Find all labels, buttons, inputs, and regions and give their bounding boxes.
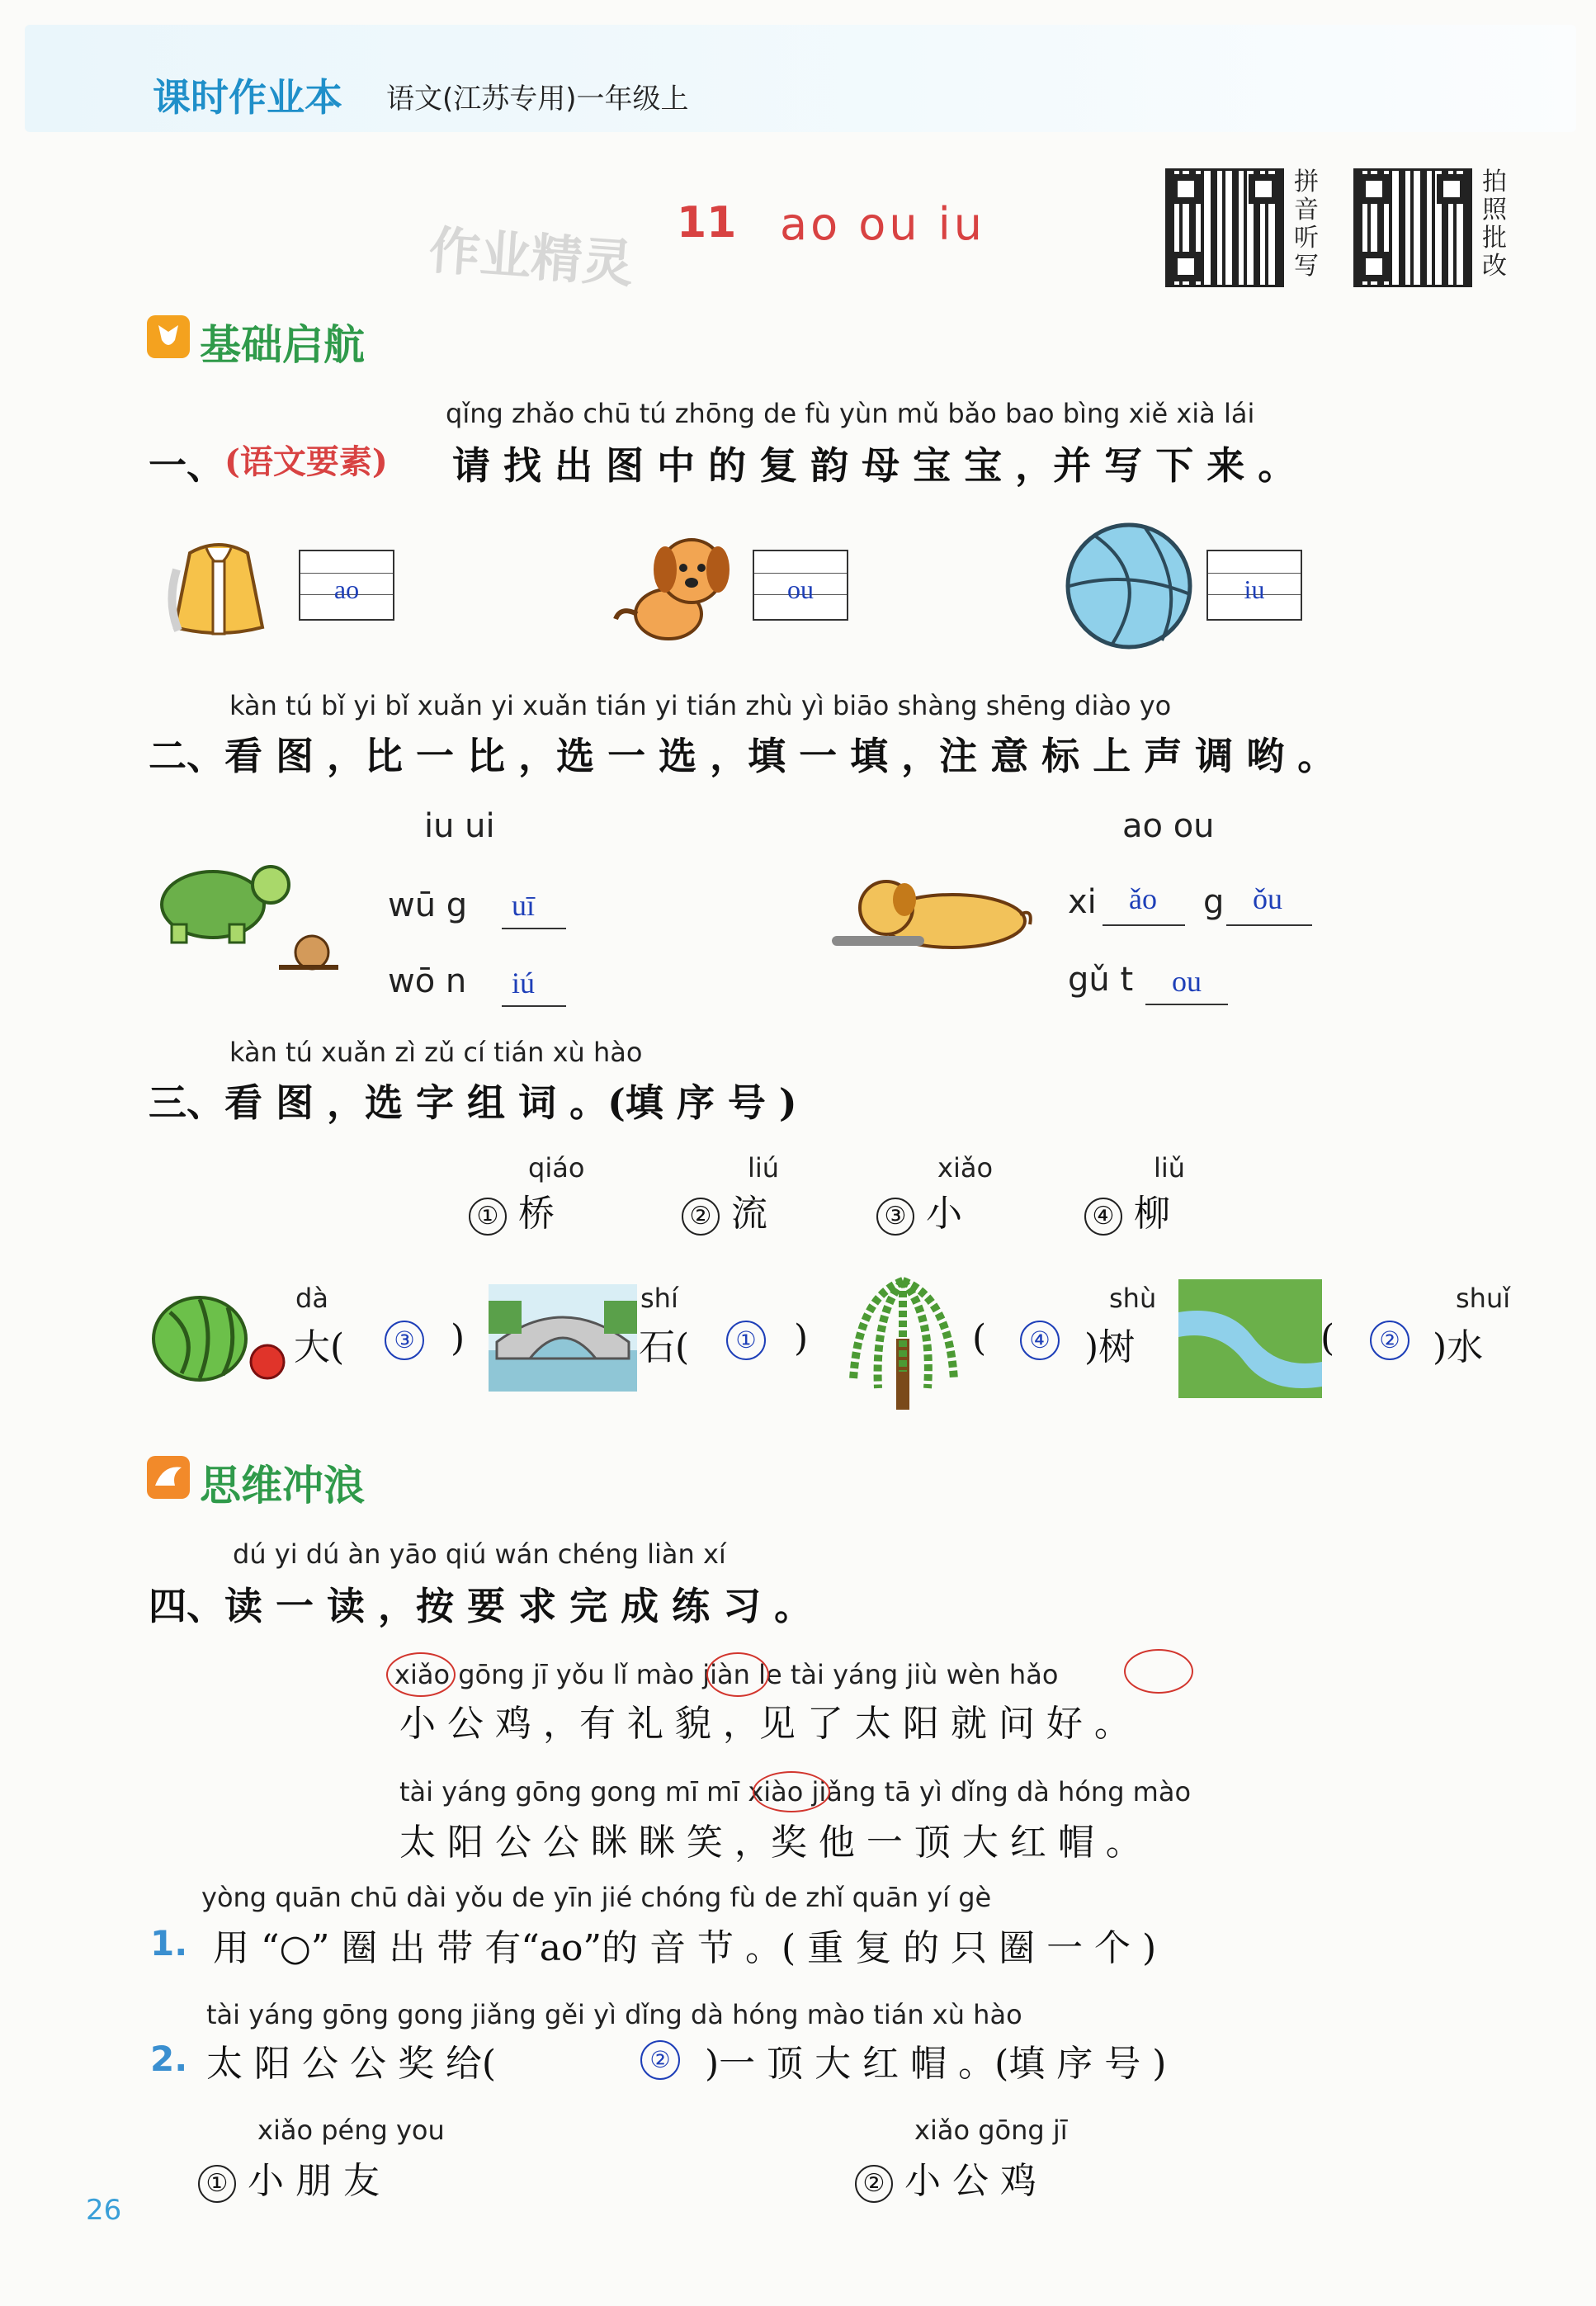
q4-s2-pinyin: tài yáng gōng gong jiǎng gěi yì dǐng dà hóng mào tián xù hào: [206, 1999, 1022, 2030]
q4-opt1-pinyin: xiǎo péng you: [257, 2115, 445, 2146]
q3-text: 三、看 图 ，选 字 组 词 。(填 序 号 ): [149, 1080, 797, 1125]
q3-opt4: ④ 柳: [1084, 1184, 1170, 1236]
q3-b1-py: dà: [295, 1283, 328, 1314]
q3-b4-answer[interactable]: ②: [1370, 1321, 1409, 1360]
q4-opt1: ① 小 朋 友: [198, 2151, 380, 2204]
q2-w4-pre: gǔ t: [1068, 961, 1134, 999]
ball-icon: [1063, 520, 1195, 652]
q2-w2-answer: iú: [512, 966, 536, 999]
q4-s2-pre: 太 阳 公 公 奖 给(: [206, 2043, 497, 2085]
q3-b2-post: ): [794, 1317, 809, 1359]
answer-box-coat[interactable]: ao: [299, 550, 394, 621]
q3-b4-pre: (: [1320, 1317, 1335, 1359]
page-number: 26: [86, 2194, 122, 2227]
q3-opt3: ③ 小: [876, 1184, 962, 1236]
q4-p1-text: 小 公 鸡 ，有 礼 貌 ，见 了 太 阳 就 问 好 。: [399, 1703, 1131, 1745]
q2-left-options: iu ui: [424, 807, 495, 845]
coat-icon: [165, 528, 272, 644]
q3-opt1-py: qiáo: [528, 1152, 585, 1184]
q2-w4-blank[interactable]: [1145, 1004, 1228, 1005]
qr-code-dictation[interactable]: [1165, 168, 1284, 287]
circle-xiao: [386, 1652, 456, 1697]
q3-b2-py: shí: [640, 1283, 678, 1314]
q1-num: 一、: [149, 443, 224, 488]
q4-s1-text: 用 “○” 圈 出 带 有“ao”的 音 节 。( 重 复 的 只 圈 一 个 ): [213, 1927, 1157, 1969]
q2-w2-blank[interactable]: [502, 1005, 566, 1007]
q4-s1-pinyin: yòng quān chū dài yǒu de yīn jié chóng fù de zhǐ quān yí gè: [201, 1882, 992, 1913]
q1-pinyin: qǐng zhǎo chū tú zhōng de fù yùn mǔ bǎo bao bìng xiě xià lái: [446, 398, 1255, 429]
qr-code-photo-grading[interactable]: [1353, 168, 1472, 287]
q4-p2-pinyin: tài yáng gōng gong mī mī xiào jiǎng tā yì dǐng dà hóng mào: [399, 1776, 1192, 1807]
stone-bridge-icon: [489, 1284, 637, 1392]
section1-icon: [147, 315, 190, 358]
q3-b4-py: shuǐ: [1456, 1283, 1511, 1314]
q2-text: 二、看 图 ，比 一 比 ，选 一 选 ，填 一 填 ，注 意 标 上 声 调 哟 。: [149, 734, 1336, 778]
qr-caption-left: 拼 音 听 写: [1294, 168, 1319, 281]
lesson-title: ao ou iu: [780, 198, 985, 250]
circle-xiao-2: [753, 1771, 830, 1812]
q2-w2-pre: wō n: [388, 962, 467, 1000]
q4-s2-num: 2.: [150, 2039, 188, 2079]
watermelon-icon: [149, 1288, 289, 1387]
stream-icon: [1178, 1279, 1322, 1398]
q2-w3-mid: g: [1203, 883, 1225, 921]
q4-p2-text: 太 阳 公 公 眯 眯 笑 ，奖 他 一 顶 大 红 帽 。: [399, 1822, 1142, 1864]
q3-pinyin: kàn tú xuǎn zì zǔ cí tián xù hào: [229, 1037, 643, 1068]
q3-opt1: ① 桥: [469, 1184, 555, 1236]
q3-b1-post: ): [451, 1317, 465, 1359]
q2-right-options: ao ou: [1122, 807, 1215, 845]
q2-w1-answer: uī: [512, 889, 536, 922]
q3-b3-py: shù: [1109, 1283, 1157, 1314]
turtle-snail-icon: [147, 842, 353, 974]
header-brand: 课时作业本: [153, 75, 342, 120]
q3-b4-post: )水: [1433, 1326, 1484, 1368]
answer-box-ball[interactable]: iu: [1206, 550, 1302, 621]
watermark: 作业精灵: [427, 220, 635, 295]
q3-opt3-py: xiǎo: [937, 1152, 994, 1184]
q3-b1-pre: 大(: [294, 1326, 345, 1368]
q3-b1-answer[interactable]: ③: [385, 1321, 424, 1360]
q2-w3-answer: ǎo: [1129, 882, 1157, 915]
q2-w1-blank[interactable]: [502, 928, 566, 929]
q3-b3-answer[interactable]: ④: [1020, 1321, 1060, 1360]
q4-s1-num: 1.: [150, 1923, 188, 1963]
q2-w4-answer: ou: [1172, 965, 1202, 998]
q3-b2-answer[interactable]: ①: [726, 1321, 766, 1360]
q2-w3-pre: xi: [1068, 883, 1097, 921]
q4-pinyin: dú yi dú àn yāo qiú wán chéng liàn xí: [233, 1538, 726, 1570]
answer-box-dog[interactable]: ou: [753, 550, 848, 621]
q4-opt2: ② 小 公 鸡: [855, 2151, 1036, 2204]
section2-icon: [147, 1456, 190, 1499]
q3-b3-post: )树: [1084, 1326, 1136, 1368]
q3-opt4-py: liǔ: [1154, 1152, 1186, 1184]
q1-tag: (语文要素): [224, 442, 388, 481]
q2-pinyin: kàn tú bǐ yi bǐ xuǎn yi xuǎn tián yi tián zhù yì biāo shàng shēng diào yo: [229, 690, 1172, 721]
q4-text: 四、读 一 读 ，按 要 求 完 成 练 习 。: [149, 1584, 813, 1628]
q4-s2-answer[interactable]: ②: [640, 2040, 680, 2080]
q1-text: 请 找 出 图 中 的 复 韵 母 宝 宝 ，并 写 下 来 。: [452, 443, 1296, 488]
q4-s2-post: )一 顶 大 红 帽 。(填 序 号 ): [705, 2043, 1167, 2085]
q3-opt2-py: liú: [748, 1152, 780, 1184]
q3-opt2: ② 流: [682, 1184, 767, 1236]
dog-icon: [609, 528, 741, 645]
section1-title: 基础启航: [200, 321, 365, 369]
q2-w1-pre: wū g: [388, 886, 468, 924]
circle-mao: [706, 1652, 769, 1697]
q4-opt2-pinyin: xiǎo gōng jī: [914, 2115, 1068, 2146]
q3-b2-pre: 石(: [639, 1326, 690, 1368]
q2-w3-blank[interactable]: [1103, 924, 1185, 926]
lesson-number: 11: [677, 198, 737, 248]
qr-caption-right: 拍 照 批 改: [1482, 168, 1507, 281]
willow-tree-icon: [842, 1264, 966, 1411]
section2-title: 思维冲浪: [200, 1462, 365, 1510]
sleeping-dog-icon: [829, 867, 1035, 957]
q3-b3-pre: (: [972, 1317, 987, 1359]
q2-w3-blank2[interactable]: [1226, 924, 1312, 926]
q4-p1-pinyin: xiǎo gōng jī yǒu lǐ mào jiàn le tài yáng jiù wèn hǎo: [394, 1659, 1059, 1690]
q2-w3-answer2: ǒu: [1253, 882, 1282, 915]
circle-hao: [1124, 1649, 1193, 1694]
header-subtitle: 语文(江苏专用)一年级上: [386, 83, 689, 116]
